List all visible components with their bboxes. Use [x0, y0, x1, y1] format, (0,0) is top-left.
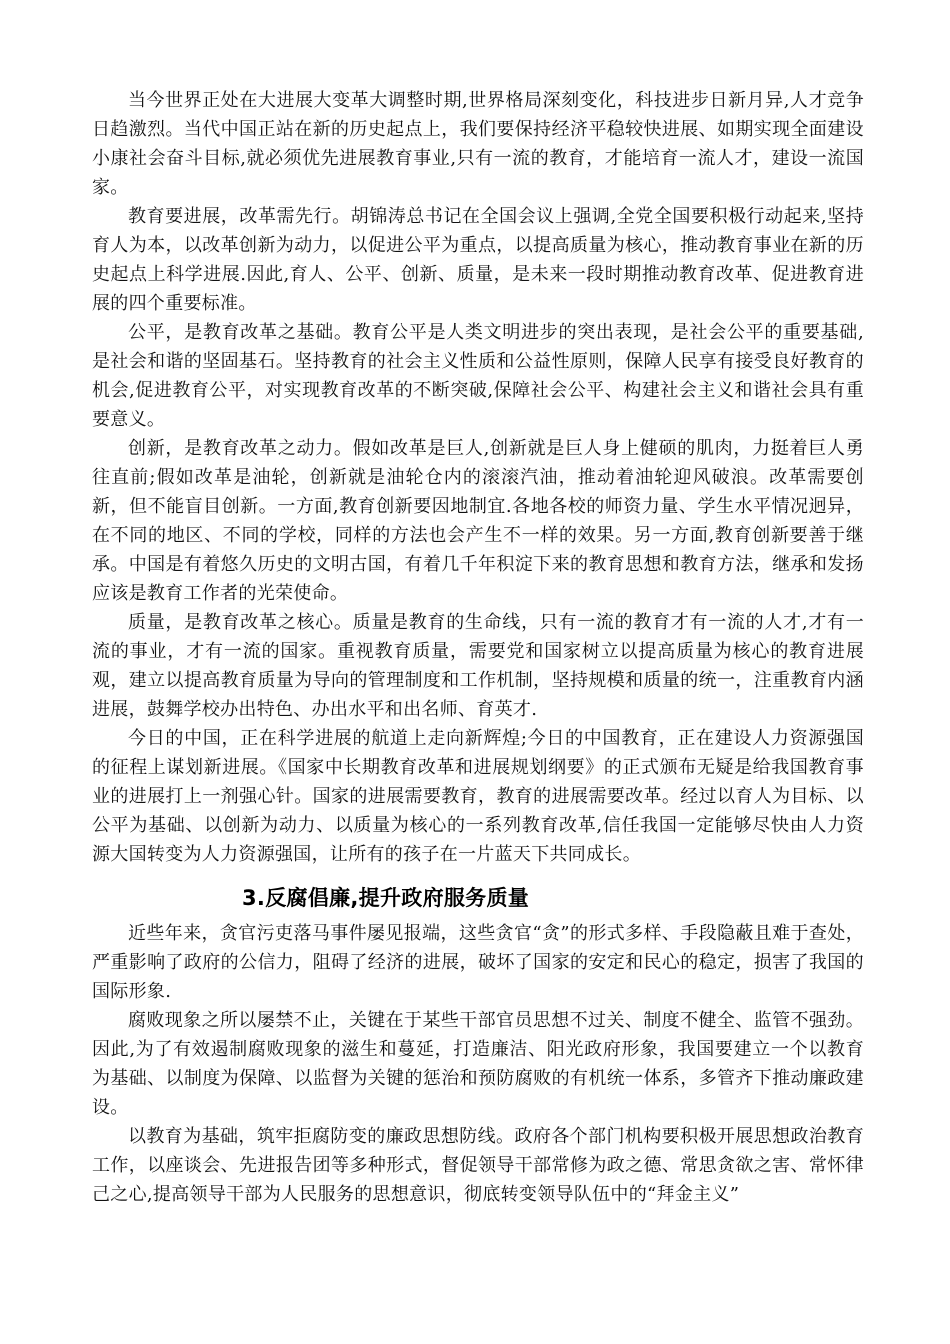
paragraph-intro: 当今世界正处在大进展大变革大调整时期,世界格局深刻变化，科技进步日新月异,人才竞争日趋激烈。当代中国正站在新的历史起点上，我们要保持经济平稳较快进展、如期实现全面建设小康社会奋斗目标,就必须优先进展教育事业,只有一流的教育，才能培育一流人才，建设一流国家。 [92, 90, 864, 198]
paragraph-corruption-causes: 腐败现象之所以屡禁不止，关键在于某些干部官员思想不过关、制度不健全、监管不强劲。因此,为了有效遏制腐败现象的滋生和蔓延，打造廉洁、阳光政府形象，我国要建立一个以教育为基础、以制度为保障、以监督为关键的惩治和预防腐败的有机统一体系，多管齐下推动廉政建设。 [92, 1010, 864, 1118]
paragraph-corruption-intro: 近些年来，贪官污吏落马事件屡见报端，这些贪官“贪”的形式多样、手段隐蔽且难于查处，严重影响了政府的公信力，阻碍了经济的进展，破坏了国家的安定和民心的稳定，损害了我国的国际形象. [92, 923, 864, 1002]
paragraph-innovation: 创新，是教育改革之动力。假如改革是巨人,创新就是巨人身上健硕的肌肉，力挺着巨人勇往直前;假如改革是油轮，创新就是油轮仓内的滚滚汽油，推动着油轮迎风破浪。改革需要创新，但不能盲目创新。一方面,教育创新要因地制宜.各地各校的师资力量、学生水平情况迥异，在不同的地区、不同的学校，同样的方法也会产生不一样的效果。另一方面,教育创新要善于继承。中国是有着悠久历史的文明古国，有着几千年积淀下来的教育思想和教育方法，继承和发扬应该是教育工作者的光荣使命。 [92, 438, 864, 604]
document-body [92, 86, 864, 1209]
paragraph-education-foundation: 以教育为基础，筑牢拒腐防变的廉政思想防线。政府各个部门机构要积极开展思想政治教育工作，以座谈会、先进报告团等多种形式，督促领导干部常修为政之德、常思贪欲之害、常怀律己之心,提高领导干部为人民服务的思想意识，彻底转变领导队伍中的“拜金主义” [92, 1126, 864, 1205]
paragraph-reform: 教育要进展，改革需先行。胡锦涛总书记在全国会议上强调,全党全国要积极行动起来,坚持育人为本，以改革创新为动力，以促进公平为重点，以提高质量为核心，推动教育事业在新的历史起点上科学进展.因此,育人、公平、创新、质量，是未来一段时期推动教育改革、促进教育进展的四个重要标准。 [92, 206, 864, 314]
section-heading: 3.反腐倡廉,提升政府服务质量 [242, 886, 530, 910]
paragraph-conclusion: 今日的中国，正在科学进展的航道上走向新辉煌;今日的中国教育，正在建设人力资源强国的征程上谋划新进展。《国家中长期教育改革和进展规划纲要》的正式颁布无疑是给我国教育事业的进展打上一剂强心针。国家的进展需要教育，教育的进展需要改革。经过以育人为目标、以公平为基础、以创新为动力、以质量为核心的一系列教育改革,信任我国一定能够尽快由人力资源大国转变为人力资源强国，让所有的孩子在一片蓝天下共同成长。 [92, 728, 864, 865]
paragraph-fairness: 公平，是教育改革之基础。教育公平是人类文明进步的突出表现，是社会公平的重要基础,是社会和谐的坚固基石。坚持教育的社会主义性质和公益性原则，保障人民享有接受良好教育的机会,促进教育公平，对实现教育改革的不断突破,保障社会公平、构建社会主义和谐社会具有重要意义。 [92, 322, 864, 430]
paragraph-quality: 质量，是教育改革之核心。质量是教育的生命线，只有一流的教育才有一流的人才,才有一流的事业，才有一流的国家。重视教育质量，需要党和国家树立以提高质量为核心的教育进展观，建立以提高教育质量为导向的管理制度和工作机制，坚持规模和质量的统一，注重教育内涵进展，鼓舞学校办出特色、办出水平和出名师、育英才. [92, 612, 864, 720]
